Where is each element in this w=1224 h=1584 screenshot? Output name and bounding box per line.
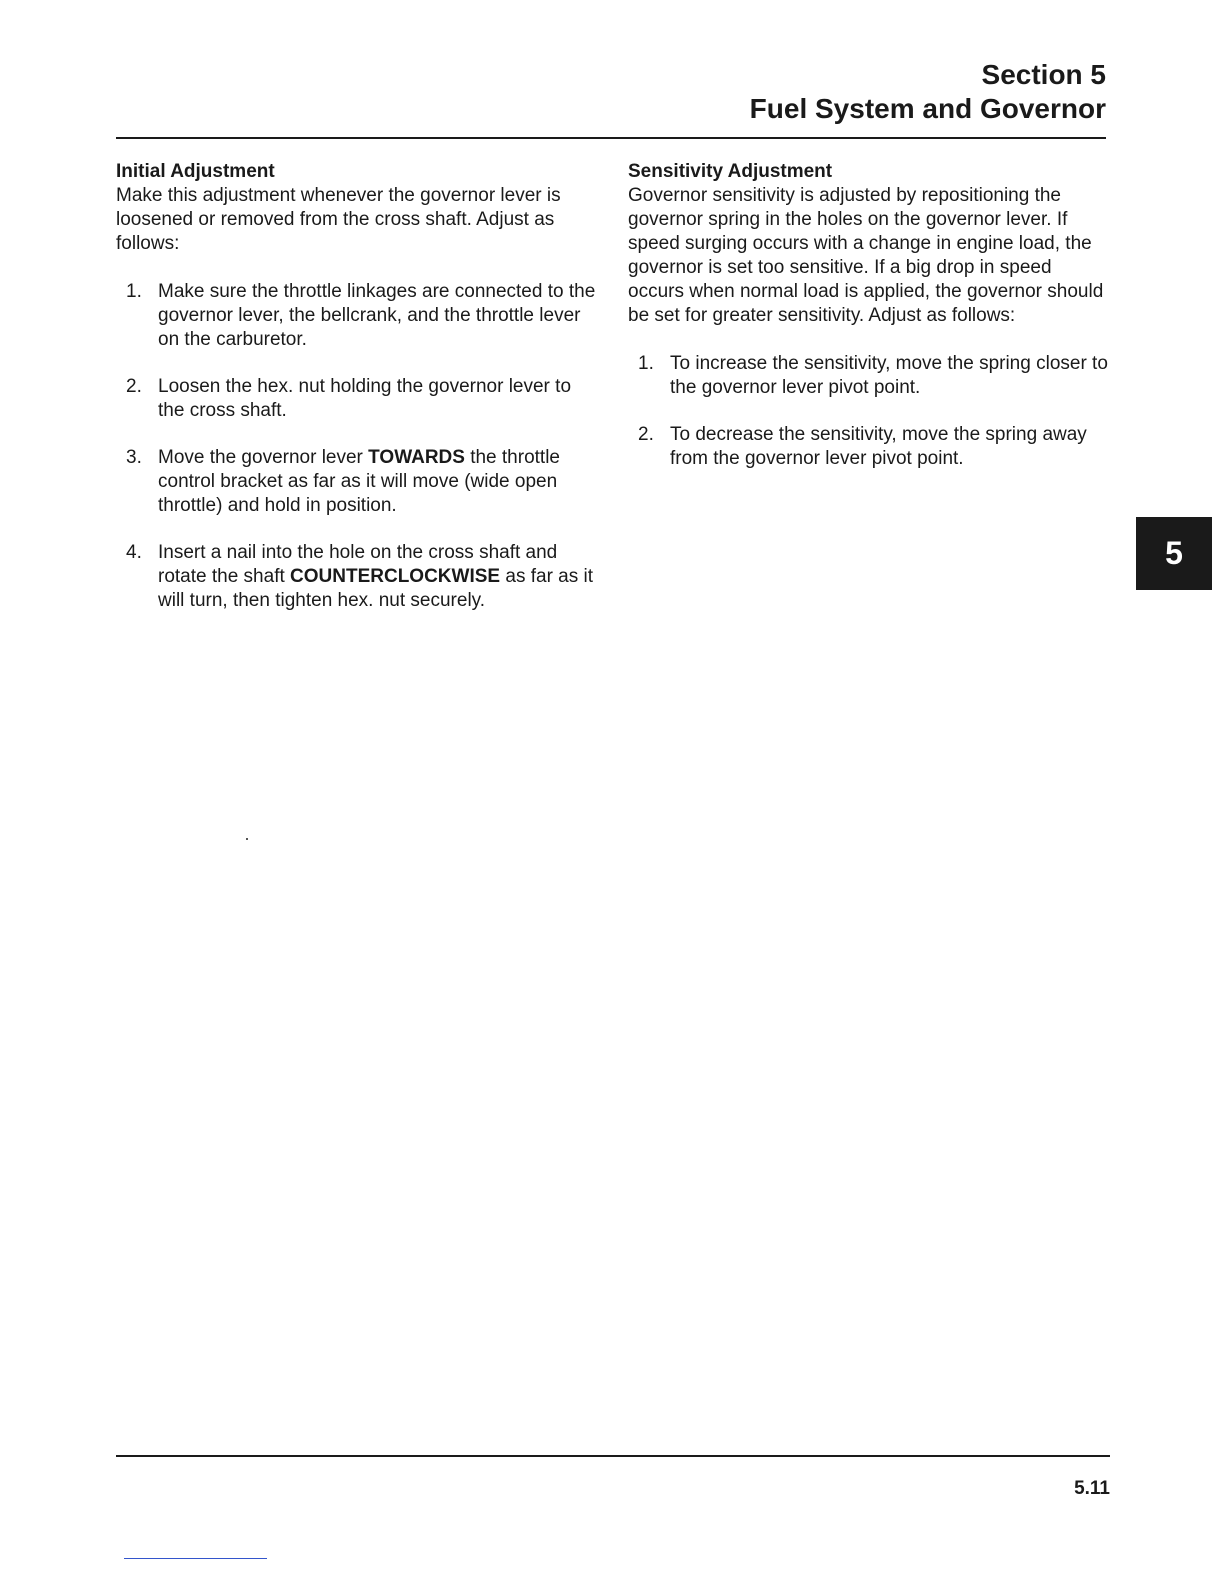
footer-rule xyxy=(116,1455,1110,1457)
step-number: 2. xyxy=(638,424,654,445)
step-number: 4. xyxy=(126,542,142,563)
sensitivity-adjustment-intro: Governor sensitivity is adjusted by repositioning the governor spring in the holes on the governor lever. If speed surging occurs with a change in engine load, the governor is set too sensitive. If a big drop in speed occurs when normal load is applied, the governor should be set for greater sensitivity. Adjust as follows: xyxy=(628,185,1104,326)
step-text: To increase the sensitivity, move the spring closer to the governor lever pivot point. xyxy=(670,353,1108,398)
step-emphasis: COUNTERCLOCKWISE xyxy=(290,566,501,587)
list-item xyxy=(116,375,598,423)
scan-speck xyxy=(246,838,248,840)
header-rule xyxy=(116,137,1106,139)
list-item xyxy=(116,541,598,613)
step-text: Loosen the hex. nut holding the governor lever to the cross shaft. xyxy=(158,376,572,421)
step-text: To decrease the sensitivity, move the spring away from the governor lever pivot point. xyxy=(670,424,1087,469)
step-emphasis: TOWARDS xyxy=(368,447,465,468)
list-item xyxy=(116,446,598,518)
step-number: 3. xyxy=(126,447,142,468)
initial-adjustment-heading: Initial Adjustment xyxy=(116,161,275,182)
sensitivity-adjustment-heading: Sensitivity Adjustment xyxy=(628,161,833,182)
left-column xyxy=(116,160,598,636)
page-header xyxy=(750,58,1106,126)
step-text-post: the throttle control bracket as far as it will move (wide open throttle) and hold in position. xyxy=(158,447,560,516)
step-text-pre: Move the governor lever xyxy=(158,447,369,468)
sensitivity-adjustment-steps xyxy=(628,352,1110,471)
step-text-post: as far as it will turn, then tighten hex. nut securely. xyxy=(158,566,594,611)
list-item xyxy=(116,280,598,352)
initial-adjustment-steps xyxy=(116,280,598,613)
list-item xyxy=(628,423,1110,471)
step-number: 2. xyxy=(126,376,142,397)
step-number: 1. xyxy=(126,281,142,302)
right-column xyxy=(628,160,1110,494)
underline-mark xyxy=(124,1558,267,1559)
step-text-pre: Insert a nail into the hole on the cross shaft and rotate the shaft xyxy=(158,542,558,587)
step-text: Make sure the throttle linkages are connected to the governor lever, the bellcrank, and the throttle lever on the carburetor. xyxy=(158,281,596,350)
section-tab-marker: 5 xyxy=(1136,517,1212,590)
initial-adjustment-intro: Make this adjustment whenever the governor lever is loosened or removed from the cross shaft. Adjust as follows: xyxy=(116,185,561,254)
section-number: Section 5 xyxy=(981,59,1106,90)
step-number: 1. xyxy=(638,353,654,374)
page-number: 5.11 xyxy=(1074,1478,1110,1499)
section-title: Fuel System and Governor xyxy=(749,93,1106,124)
list-item xyxy=(628,352,1110,400)
